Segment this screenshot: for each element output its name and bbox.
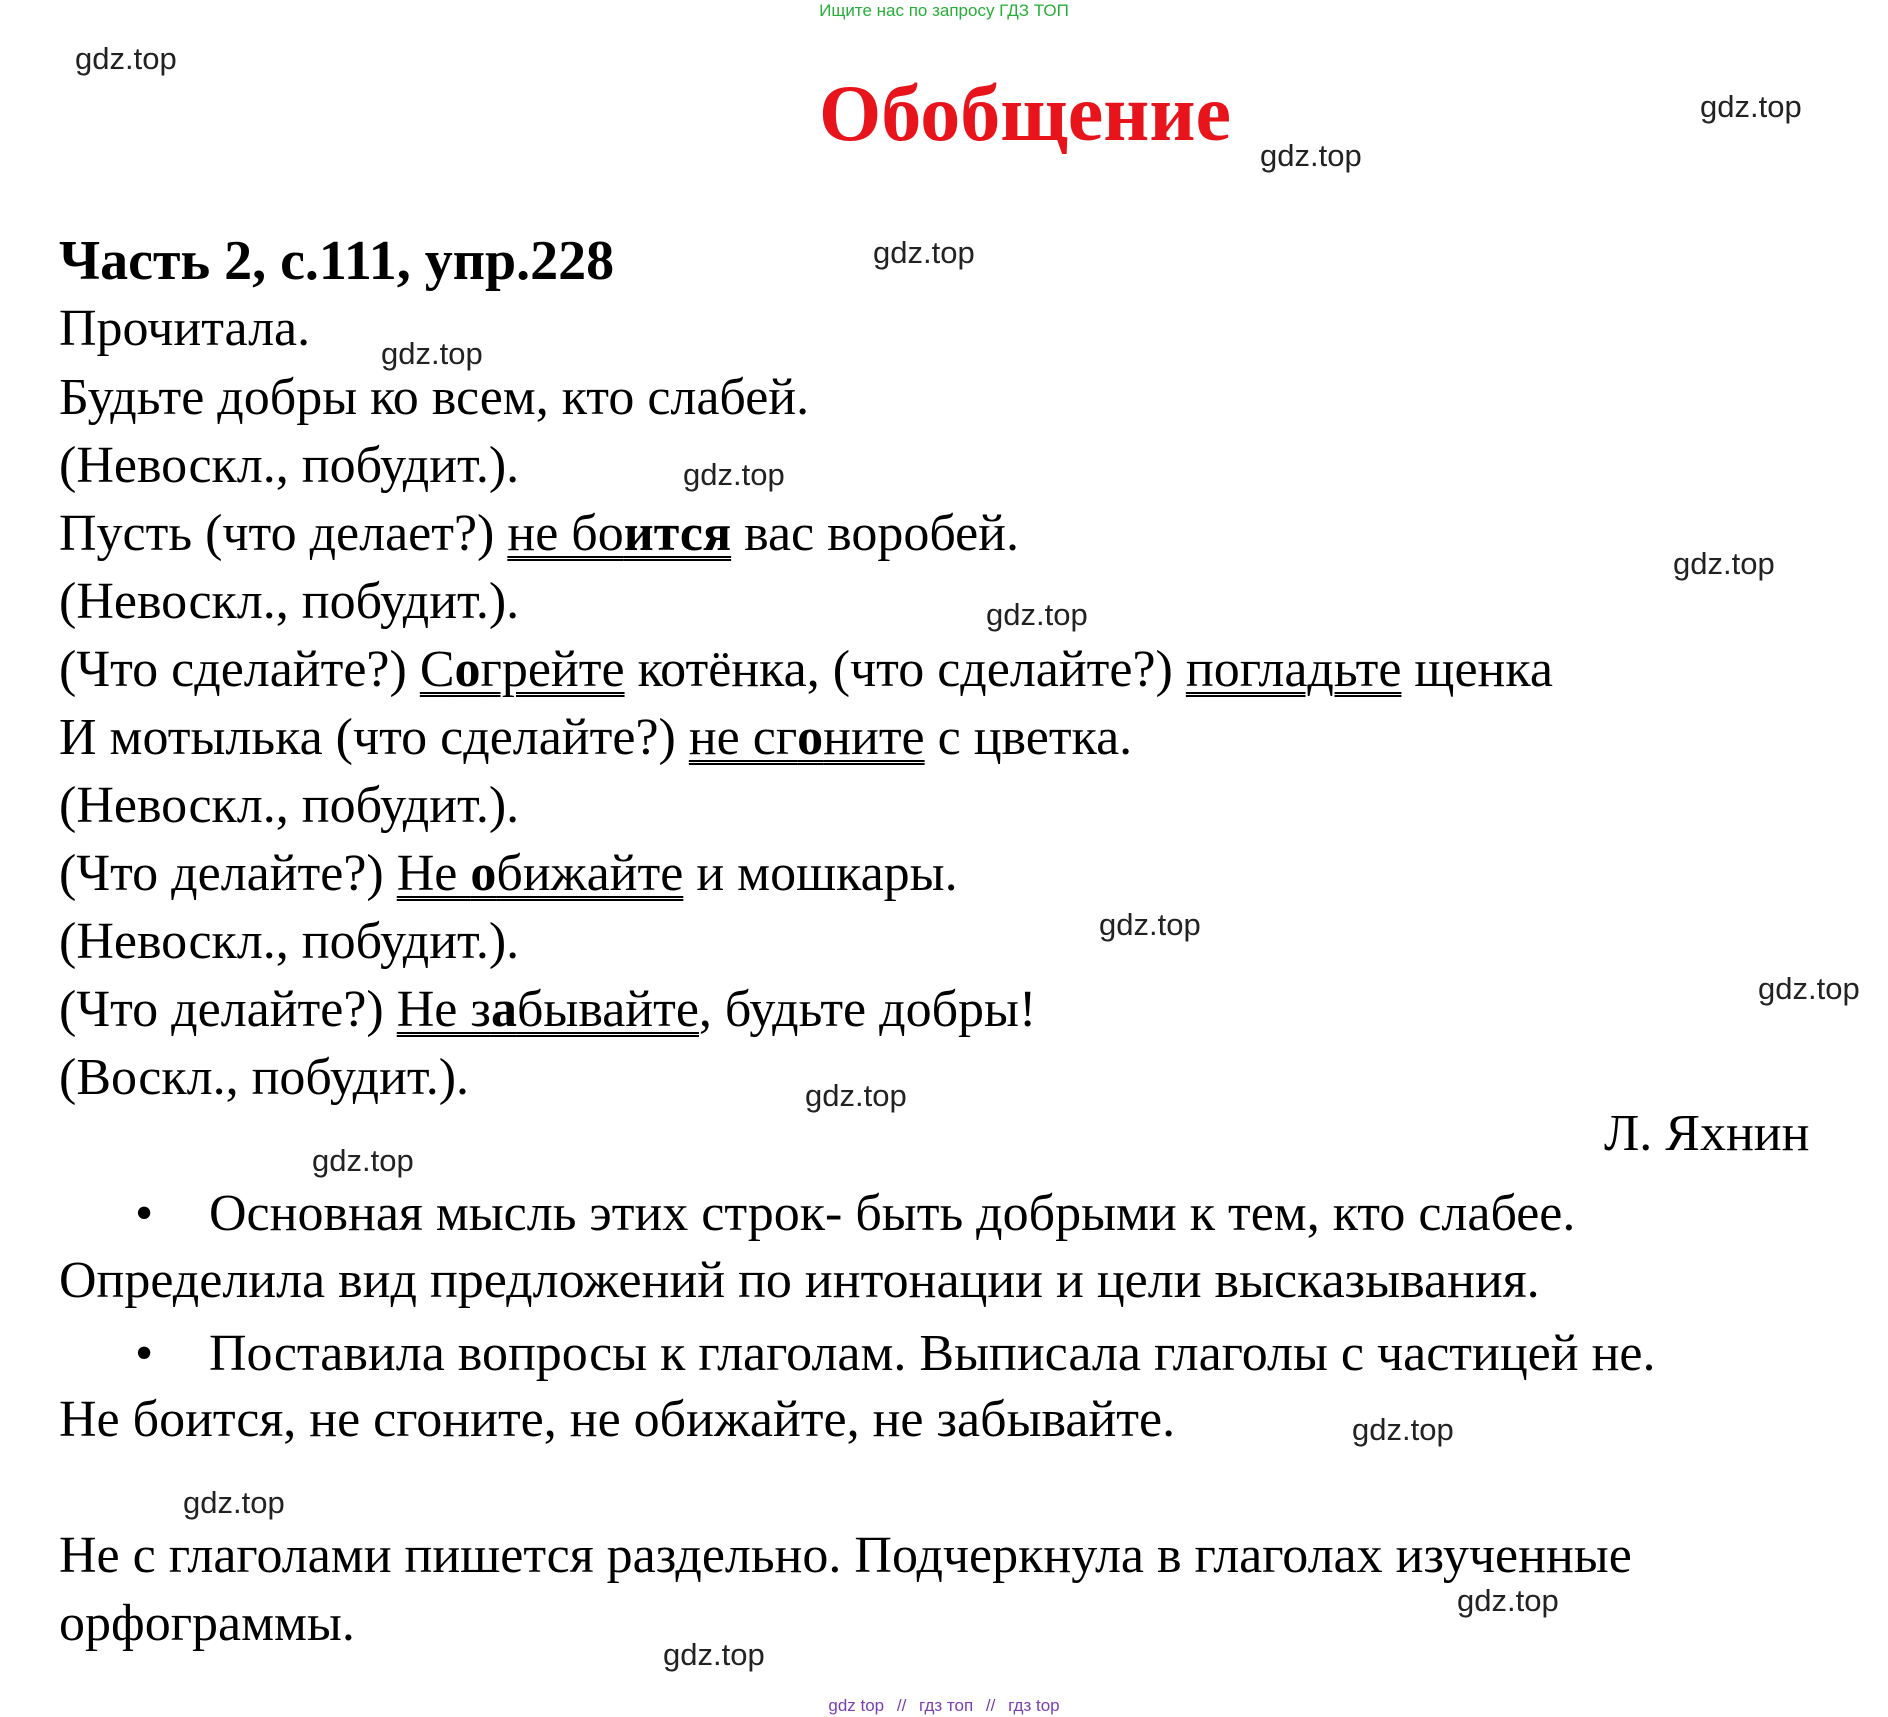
text-segment: (Что делайте?) — [59, 845, 397, 902]
text-segment: вас воробей. — [731, 505, 1019, 562]
text-read: Прочитала. — [59, 300, 311, 357]
text-segment: С — [419, 641, 455, 698]
footer-separator: // — [896, 1696, 907, 1715]
page-title: Обобщение — [819, 70, 1231, 158]
analysis-paragraph-2: Не боится, не сгоните, не обижайте, не забывайте. — [59, 1391, 1176, 1448]
poem-note-1: (Невоскл., побудит.). — [59, 437, 520, 494]
watermark: gdz.top — [1352, 1412, 1454, 1447]
text-segment: щенка — [1401, 641, 1553, 698]
bullet-icon: • — [135, 1185, 154, 1242]
poem-line-5 — [59, 844, 958, 904]
watermark: gdz.top — [381, 336, 483, 371]
poem-note-4: (Невоскл., побудит.). — [59, 777, 520, 834]
watermark: gdz.top — [1260, 138, 1362, 173]
verb-underlined — [689, 709, 925, 766]
bullet-icon: • — [135, 1325, 154, 1382]
watermark: gdz.top — [183, 1485, 285, 1520]
poem-line-6 — [59, 980, 1036, 1040]
watermark: gdz.top — [986, 597, 1088, 632]
analysis-paragraph-3a: Не с глаголами пишется раздельно. Подчеркнула в глаголах изученные — [59, 1527, 1632, 1584]
footer-link[interactable]: гдз top — [1008, 1696, 1060, 1715]
watermark: gdz.top — [1457, 1583, 1559, 1618]
text-segment-bold: ится — [623, 505, 732, 562]
watermark: gdz.top — [663, 1637, 765, 1672]
text-segment: (Что сделайте?) — [59, 641, 420, 698]
footer-links — [0, 1696, 1888, 1716]
poem-note-5: (Невоскл., побудит.). — [59, 913, 520, 970]
watermark: gdz.top — [1758, 971, 1860, 1006]
poem-line-4 — [59, 708, 1132, 768]
analysis-bullet-1: Основная мысль этих строк- быть добрыми к тем, кто слабее. — [209, 1185, 1576, 1242]
poem-note-2: (Невоскл., побудит.). — [59, 573, 520, 630]
text-segment: бывайте — [516, 981, 699, 1038]
text-segment: не сг — [688, 709, 798, 766]
text-segment: и мошкары. — [683, 845, 958, 902]
analysis-bullet-2: Поставила вопросы к глаголам. Выписала глаголы с частицей не. — [209, 1325, 1656, 1382]
text-segment-bold: о — [470, 845, 497, 902]
verb-underlined — [397, 981, 699, 1038]
exercise-heading: Часть 2, с.111, упр.228 — [59, 230, 615, 292]
text-segment: (Что делайте?) — [59, 981, 397, 1038]
watermark: gdz.top — [1673, 546, 1775, 581]
text-segment: котёнка, (что сделайте?) — [624, 641, 1186, 698]
text-segment: бижайте — [496, 845, 684, 902]
text-segment: с цветка. — [924, 709, 1133, 766]
verb-underlined — [397, 845, 684, 902]
text-segment-bold: о — [797, 709, 824, 766]
footer-separator: // — [985, 1696, 996, 1715]
watermark: gdz.top — [75, 41, 177, 76]
text-segment: грейте — [480, 641, 625, 698]
top-note: Ищите нас по запросу ГДЗ ТОП — [819, 1, 1069, 20]
text-segment: Не з — [396, 981, 491, 1038]
verb-underlined — [420, 641, 625, 698]
poem-author: Л. Яхнин — [1604, 1105, 1810, 1162]
verb-underlined: погладьте — [1185, 641, 1402, 698]
analysis-paragraph-3b: орфограммы. — [59, 1595, 355, 1652]
poem-line-3 — [59, 640, 1553, 700]
text-segment: И мотылька (что сделайте?) — [59, 709, 689, 766]
footer-link[interactable]: gdz top — [828, 1696, 885, 1715]
watermark: gdz.top — [805, 1078, 907, 1113]
text-segment: Пусть (что делает?) — [59, 505, 508, 562]
watermark: gdz.top — [1700, 89, 1802, 124]
text-segment: ните — [823, 709, 925, 766]
watermark: gdz.top — [683, 457, 785, 492]
poem-line-1: Будьте добры ко всем, кто слабей. — [59, 369, 810, 426]
text-segment: не бо — [507, 505, 624, 562]
verb-underlined — [507, 505, 731, 562]
analysis-paragraph-1: Определила вид предложений по интонации и цели высказывания. — [59, 1252, 1540, 1309]
poem-line-2 — [59, 504, 1019, 564]
watermark: gdz.top — [312, 1143, 414, 1178]
text-segment: Не — [396, 845, 471, 902]
watermark: gdz.top — [873, 235, 975, 270]
footer-link[interactable]: гдз топ — [919, 1696, 974, 1715]
text-segment-bold: о — [454, 641, 481, 698]
poem-note-6: (Воскл., побудит.). — [59, 1049, 470, 1106]
text-segment-bold: а — [490, 981, 517, 1038]
watermark: gdz.top — [1099, 907, 1201, 942]
text-segment: , будьте добры! — [698, 981, 1037, 1038]
